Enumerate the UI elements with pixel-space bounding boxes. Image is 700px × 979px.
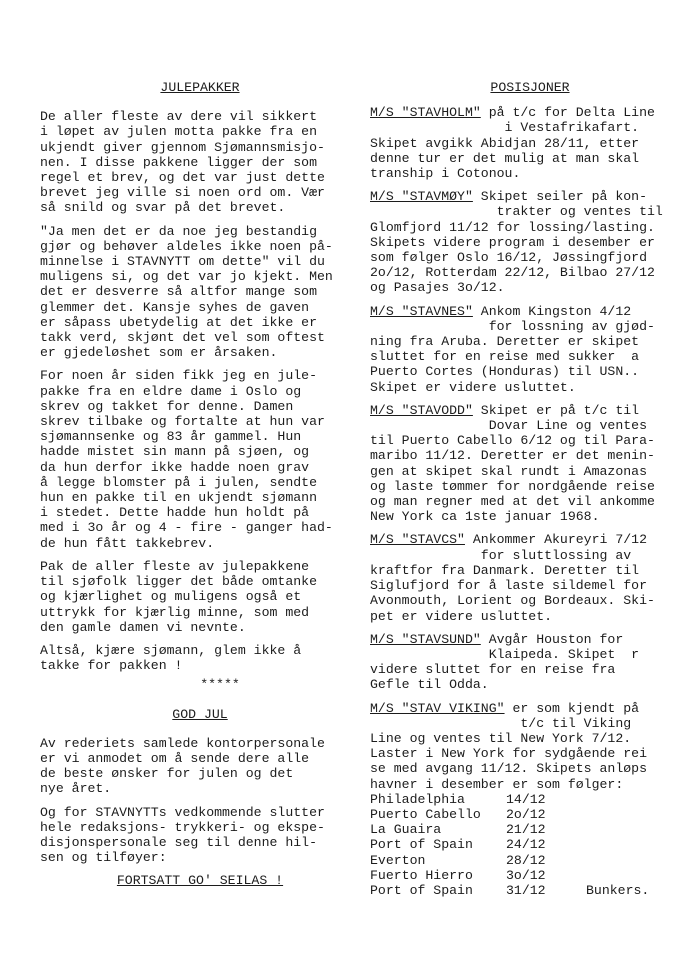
vessel-entry — [370, 701, 690, 792]
paragraph-gap — [40, 635, 360, 643]
vessel-entry-first-line — [370, 304, 690, 319]
text-line: da hun derfor ikke hadde noen grav — [40, 459, 310, 475]
paragraph-gap — [40, 360, 360, 368]
text-line: sen og tilføyer: — [40, 850, 167, 866]
vessel-entry-first-line — [370, 105, 690, 120]
stars-divider: ***** — [200, 677, 240, 693]
text-line: i Vestafrikafart. — [370, 120, 640, 136]
paragraph-gap — [40, 216, 360, 224]
vessel-entry-text: Skipet er på t/c til — [472, 402, 640, 418]
text-line: er vi anmodet om å sende dere alle — [40, 750, 310, 766]
port-date: 3o/12 — [506, 867, 546, 883]
text-line: Av rederiets samlede kontorpersonale — [40, 735, 325, 751]
text-line: sluttet for en reise med sukker a — [370, 349, 640, 365]
vessel-entry-first-line — [370, 532, 690, 547]
text-line: Glomfjord 11/12 for lossing/lasting. — [370, 219, 655, 235]
vessel-entry-text: Ankommer Akureyri 7/12 — [464, 532, 647, 548]
text-line: Siglufjord for å laste sildemel for — [370, 578, 647, 594]
vessel-entry-first-line — [370, 632, 690, 647]
port-date: 21/12 — [506, 822, 546, 838]
text-line: og man regner med at det vil ankomme — [370, 494, 655, 510]
vessel-name: M/S "STAVNES" — [370, 303, 473, 319]
port-row — [370, 807, 690, 822]
port-name: Port of Spain — [370, 837, 473, 853]
text-line: den gamle damen vi nevnte. — [40, 619, 246, 635]
port-row — [370, 868, 690, 883]
entry-gap — [370, 624, 690, 632]
julepakker-body — [40, 109, 360, 673]
text-line: brevet jeg ville si noen ord om. Vær — [40, 185, 325, 201]
text-line: minnelse i STAVNYTT om dette" vil du — [40, 254, 325, 270]
text-line: ning fra Aruba. Deretter er skipet — [370, 334, 640, 350]
god-jul-heading: GOD JUL — [172, 706, 228, 722]
port-name: Fuerto Hierro — [370, 867, 473, 883]
port-row — [370, 822, 690, 837]
text-line: det er desverre så altfor mange som — [40, 284, 317, 300]
text-line: havner i desember er som følger: — [370, 776, 624, 792]
entry-gap — [370, 181, 690, 189]
text-line: så snild og svar på det brevet. — [40, 200, 286, 216]
entry-gap — [370, 395, 690, 403]
text-line: er gjedeløshet som er årsaken. — [40, 345, 278, 361]
paragraph — [40, 559, 360, 635]
paragraph — [40, 224, 360, 361]
text-line: og Pasajes 3o/12. — [370, 280, 505, 296]
text-line: uttrykk for kjærlig minne, som med — [40, 604, 310, 620]
text-line: de hun fått takkebrev. — [40, 535, 215, 551]
port-schedule — [370, 792, 690, 898]
text-line: i stedet. Dette hadde hun holdt på — [40, 505, 310, 521]
port-name: Puerto Cabello — [370, 806, 481, 822]
port-name: Port of Spain — [370, 882, 473, 898]
text-line: Laster i New York for sydgående rei — [370, 746, 647, 762]
vessel-entry — [370, 304, 690, 395]
port-row — [370, 853, 690, 868]
text-line: videre sluttet for en reise fra — [370, 662, 616, 678]
paragraph — [40, 368, 360, 550]
port-date: 28/12 — [506, 852, 546, 868]
vessel-entry — [370, 189, 690, 295]
text-line: og kjærlighet og muligens også et — [40, 589, 302, 605]
text-line: kraftfor fra Danmark. Deretter til — [370, 562, 640, 578]
vessel-entry-text: Avgår Houston for — [480, 631, 624, 647]
text-line: denne tur er det mulig at man skal — [370, 150, 640, 166]
port-note: Bunkers. — [586, 882, 650, 898]
paragraph-gap — [40, 797, 360, 805]
god-jul-body — [40, 736, 360, 866]
vessel-entry — [370, 105, 690, 181]
text-line: takke for pakken ! — [40, 658, 183, 674]
vessel-entry — [370, 532, 690, 623]
vessel-entry — [370, 403, 690, 525]
vessel-name: M/S "STAVMØY" — [370, 189, 473, 205]
vessel-entry — [370, 632, 690, 693]
vessel-name: M/S "STAVSUND" — [370, 631, 481, 647]
text-line: muligens si, og det var jo kjekt. Men — [40, 269, 333, 285]
vessel-entry-text: er som kjendt på — [504, 700, 640, 716]
text-line: De aller fleste av dere vil sikkert — [40, 109, 317, 125]
text-line: med i 3o år og 4 - fire - ganger had- — [40, 520, 333, 536]
port-date: 31/12 — [506, 882, 546, 898]
entry-gap — [370, 296, 690, 304]
text-line: Og for STAVNYTTs vedkommende slutter — [40, 804, 325, 820]
text-line: hun en pakke til en ukjendt sjømann — [40, 490, 317, 506]
vessel-name: M/S "STAVCS" — [370, 532, 465, 548]
text-line: Puerto Cortes (Honduras) til USN.. — [370, 364, 640, 380]
text-line: Klaipeda. Skipet r — [370, 646, 640, 662]
text-line: nye året. — [40, 781, 112, 797]
text-line: 2o/12, Rotterdam 22/12, Bilbao 27/12 — [370, 265, 655, 281]
text-line: til Puerto Cabello 6/12 og til Para- — [370, 433, 655, 449]
paragraph — [40, 736, 360, 797]
port-date: 14/12 — [506, 791, 546, 807]
port-name: Everton — [370, 852, 426, 868]
entry-gap — [370, 524, 690, 532]
text-line: tranship i Cotonou. — [370, 166, 521, 182]
port-date: 2o/12 — [506, 806, 546, 822]
text-line: skrev tilbake og fortalte at hun var — [40, 414, 325, 430]
port-date: 24/12 — [506, 837, 546, 853]
vessel-entry-first-line — [370, 403, 690, 418]
text-line: og laste tømmer for nordgående reise — [370, 478, 655, 494]
text-line: disjonspersonale seg til denne hil- — [40, 834, 317, 850]
text-line: til sjøfolk ligger det både omtanke — [40, 574, 317, 590]
left-column — [40, 80, 360, 889]
text-line: ukjendt giver gjennom Sjømannsmisjo- — [40, 139, 325, 155]
port-row — [370, 837, 690, 852]
text-line: takk verd, skjønt det vel som oftest — [40, 330, 325, 346]
text-line: sjømannsenke og 83 år gammel. Hun — [40, 429, 302, 445]
vessel-entry-first-line — [370, 189, 690, 204]
text-line: Pak de aller fleste av julepakkene — [40, 558, 310, 574]
posisjoner-heading: POSISJONER — [490, 80, 570, 95]
vessel-entry-text: Ankom Kingston 4/12 — [472, 303, 632, 319]
text-line: skrev og takket for denne. Damen — [40, 398, 294, 414]
text-line: pet er videre usluttet. — [370, 608, 553, 624]
port-name: Philadelphia — [370, 791, 465, 807]
port-row — [370, 883, 690, 898]
text-line: hadde mistet sin mann på sjøen, og — [40, 444, 310, 460]
closing-line: FORTSATT GO' SEILAS ! — [116, 873, 284, 889]
text-line: å legge blomster på i julen, sendte — [40, 474, 317, 490]
text-line: glemmer det. Kansje syhes de gaven — [40, 299, 310, 315]
text-line: Skipet er videre usluttet. — [370, 379, 576, 395]
text-line: For noen år siden fikk jeg en jule- — [40, 368, 317, 384]
text-line: Dovar Line og ventes — [370, 418, 647, 434]
vessel-entry-text: Skipet seiler på kon- — [472, 189, 647, 205]
vessel-name: M/S "STAV VIKING" — [370, 700, 505, 716]
entry-gap — [370, 693, 690, 701]
vessel-name: M/S "STAVODD" — [370, 402, 473, 418]
port-row — [370, 792, 690, 807]
julepakker-heading: JULEPAKKER — [160, 80, 240, 95]
text-line: Skipets videre program i desember er — [370, 234, 655, 250]
text-line: New York ca 1ste januar 1968. — [370, 509, 600, 525]
text-line: gjør og behøver aldeles ikke noen på- — [40, 238, 333, 254]
vessel-entry-first-line — [370, 701, 690, 716]
text-line: de beste ønsker for julen og det — [40, 766, 294, 782]
text-line: Line og ventes til New York 7/12. — [370, 730, 632, 746]
paragraph — [40, 109, 360, 215]
paragraph-gap — [40, 551, 360, 559]
text-line: hele redaksjons- trykkeri- og ekspe- — [40, 819, 325, 835]
text-line: er såpass ubetydelig at det ikke er — [40, 314, 317, 330]
text-line: regel et brev, og det var just dette — [40, 170, 325, 186]
text-line: gen at skipet skal rundt i Amazonas — [370, 463, 647, 479]
text-line: Avonmouth, Lorient og Bordeaux. Ski- — [370, 593, 655, 609]
text-line: Altså, kjære sjømann, glem ikke å — [40, 642, 302, 658]
text-line: t/c til Viking — [370, 715, 632, 731]
text-line: trakter og ventes til — [370, 204, 663, 220]
vessel-positions — [370, 105, 690, 792]
text-line: som følger Oslo 16/12, Jøssingfjord — [370, 250, 647, 266]
vessel-entry-text: på t/c for Delta Line — [480, 105, 655, 121]
paragraph — [40, 805, 360, 866]
text-line: "Ja men det er da noe jeg bestandig — [40, 223, 317, 239]
port-name: La Guaira — [370, 822, 442, 838]
text-line: i løpet av julen motta pakke fra en — [40, 124, 317, 140]
paragraph — [40, 643, 360, 673]
right-column — [370, 80, 690, 898]
text-line: for lossning av gjød- — [370, 318, 655, 334]
text-line: Gefle til Odda. — [370, 677, 489, 693]
text-line: nen. I disse pakkene ligger der som — [40, 154, 317, 170]
text-line: pakke fra en eldre dame i Oslo og — [40, 383, 302, 399]
text-line: maribo 11/12. Deretter er det menin- — [370, 448, 655, 464]
text-line: se med avgang 11/12. Skipets anløps — [370, 761, 647, 777]
vessel-name: M/S "STAVHOLM" — [370, 105, 481, 121]
text-line: Skipet avgikk Abidjan 28/11, etter — [370, 135, 640, 151]
text-line: for sluttlossing av — [370, 547, 632, 563]
